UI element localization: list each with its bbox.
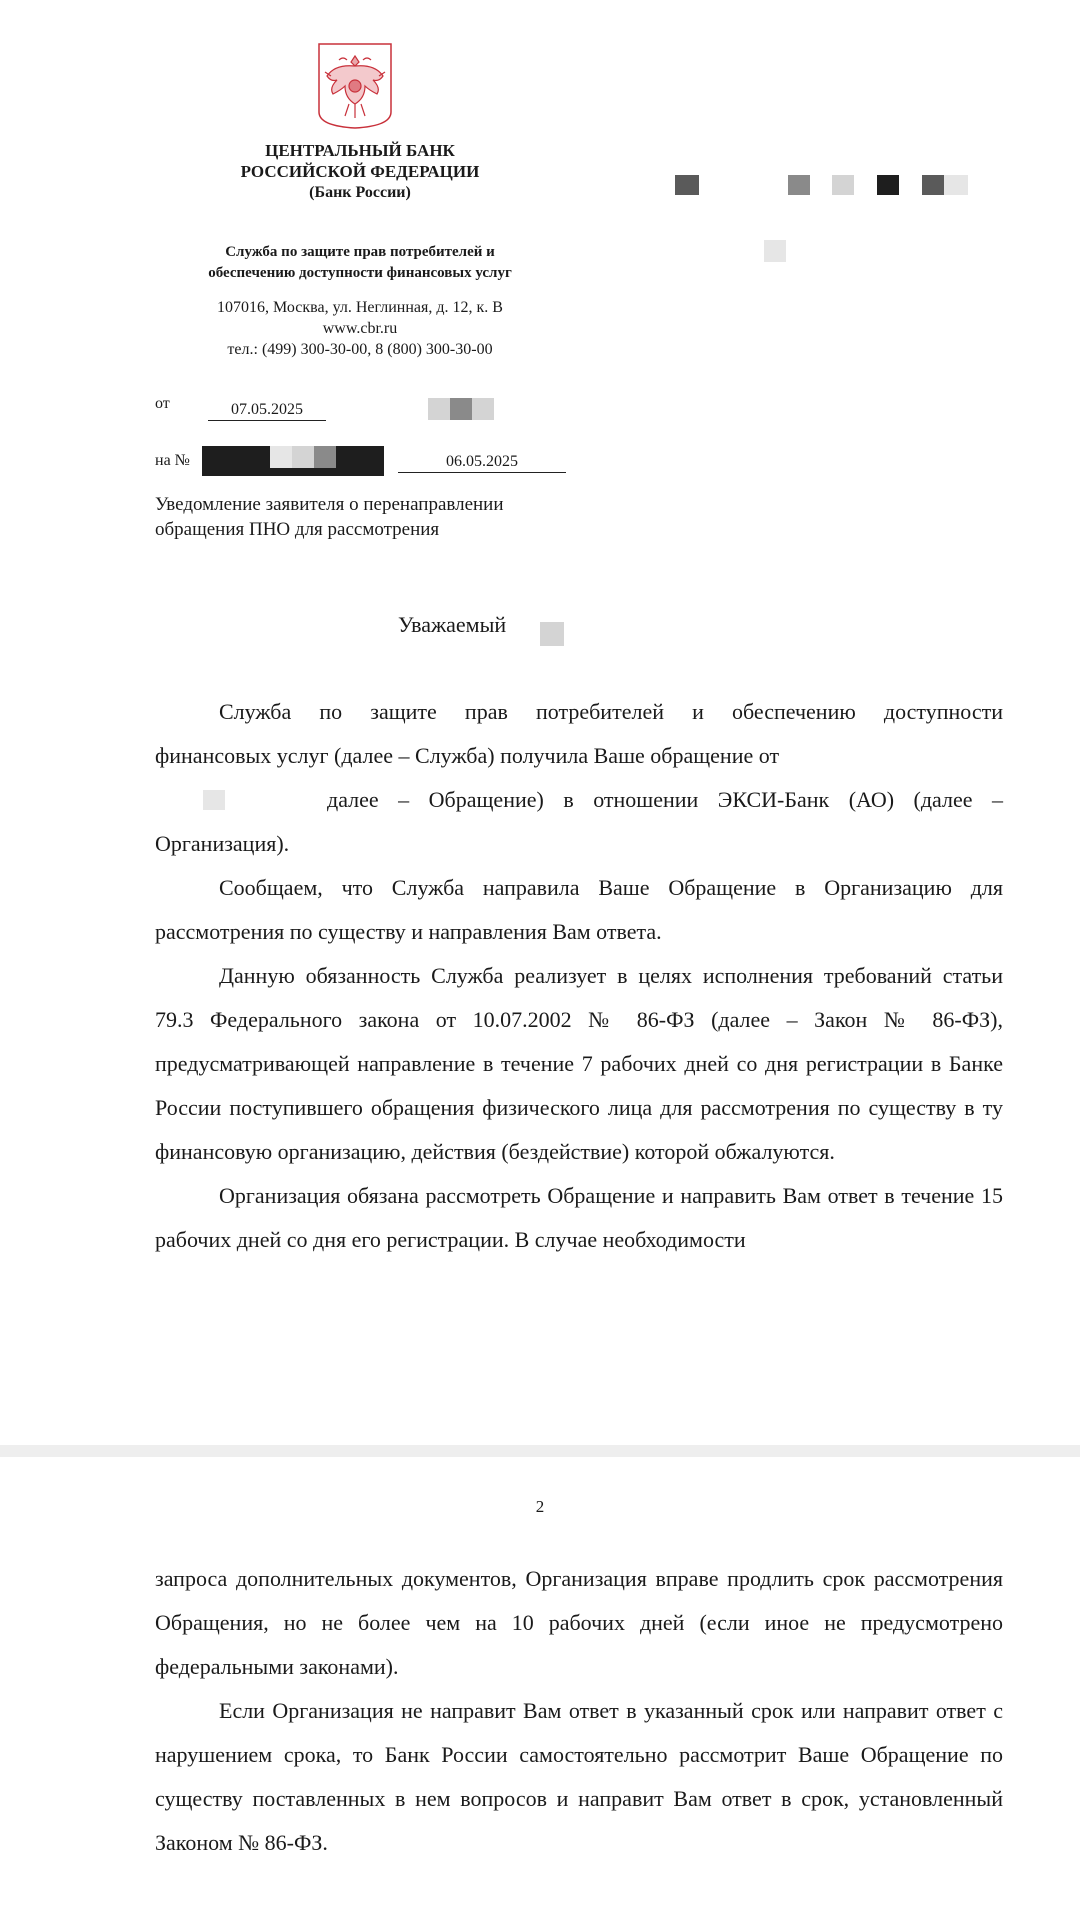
paragraph-3: Данную обязанность Служба реализует в целях исполнения требований статьи 79.3 Федерального закона от 10.07.2002 № 86-ФЗ (далее – Закон № 86-ФЗ), предусматривающей направление в течение 7 рабочих дней со дня регистрации в Банке России поступившего обращения физического лица для рассмотрения по существу в ту финансовую организацию, действия (бездействие) которой обжалуются. xyxy=(155,963,1003,1164)
address-block xyxy=(150,297,570,360)
subject xyxy=(155,492,595,542)
letter-body-page-2 xyxy=(155,1557,1003,1865)
address-street: 107016, Москва, ул. Неглинная, д. 12, к. В xyxy=(217,299,503,316)
paragraph-1 xyxy=(155,690,1003,866)
page-number: 2 xyxy=(535,1497,545,1516)
subject-line-1: Уведомление заявителя о перенаправлении xyxy=(155,494,504,515)
address-website: www.cbr.ru xyxy=(322,320,398,337)
subject-line-2: обращения ПНО для рассмотрения xyxy=(155,519,440,540)
service-name-line-1: Служба по защите прав потребителей и xyxy=(225,244,495,260)
bank-name-line-3: (Банк России) xyxy=(309,184,411,201)
paragraph-1-line-1: Служба по защите прав потребителей и обеспечению доступности xyxy=(219,699,1003,724)
service-name-line-2: обеспечению доступности финансовых услуг xyxy=(208,265,512,281)
from-label: от xyxy=(155,395,170,412)
address-phone: тел.: (499) 300-30-00, 8 (800) 300-30-00 xyxy=(227,341,493,358)
paragraph-4: Организация обязана рассмотреть Обращение и направить Вам ответ в течение 15 рабочих дней со дня его регистрации. В случае необходимости xyxy=(155,1183,1003,1252)
paragraph-1-line-3: далее – Обращение) в отношении ЭКСИ-Банк (АО) (далее – xyxy=(327,787,1003,812)
paragraph-1-line-4: Организация). xyxy=(155,831,290,856)
ref-date: 06.05.2025 xyxy=(398,452,566,473)
paragraph-5: запроса дополнительных документов, Организация вправе продлить срок рассмотрения Обращения, но не более чем на 10 рабочих дней (если иное не предусмотрено федеральными законами). xyxy=(155,1566,1003,1679)
greeting-text: Уважаемый xyxy=(398,612,507,637)
bank-name-line-2: РОССИЙСКОЙ ФЕДЕРАЦИИ xyxy=(240,162,480,181)
bank-name xyxy=(150,140,570,203)
letter-body-page-1 xyxy=(155,690,1003,1262)
paragraph-6: Если Организация не направит Вам ответ в указанный срок или направит ответ с нарушением срока, то Банк России самостоятельно рассмотрит Ваше Обращение по существу поставленных в нем вопросов и направит Вам ответ в срок, установленный Законом № 86-ФЗ. xyxy=(155,1698,1003,1855)
ref-label: на № xyxy=(155,452,190,469)
document-page-2 xyxy=(0,1457,1080,1908)
paragraph-1-line-2: финансовых услуг (далее – Служба) получила Ваше обращение от xyxy=(155,743,780,768)
from-date: 07.05.2025 xyxy=(208,400,326,421)
bank-name-line-1: ЦЕНТРАЛЬНЫЙ БАНК xyxy=(265,141,455,160)
recipient-name-redacted xyxy=(540,622,564,646)
service-name xyxy=(150,242,570,284)
page-separator xyxy=(0,1445,1080,1457)
greeting xyxy=(398,612,506,638)
russian-coat-of-arms-icon xyxy=(317,42,393,130)
appeal-date-redacted xyxy=(203,790,225,810)
paragraph-2: Сообщаем, что Служба направила Ваше Обращение в Организацию для рассмотрения по существу и направления Вам ответа. xyxy=(155,875,1003,944)
